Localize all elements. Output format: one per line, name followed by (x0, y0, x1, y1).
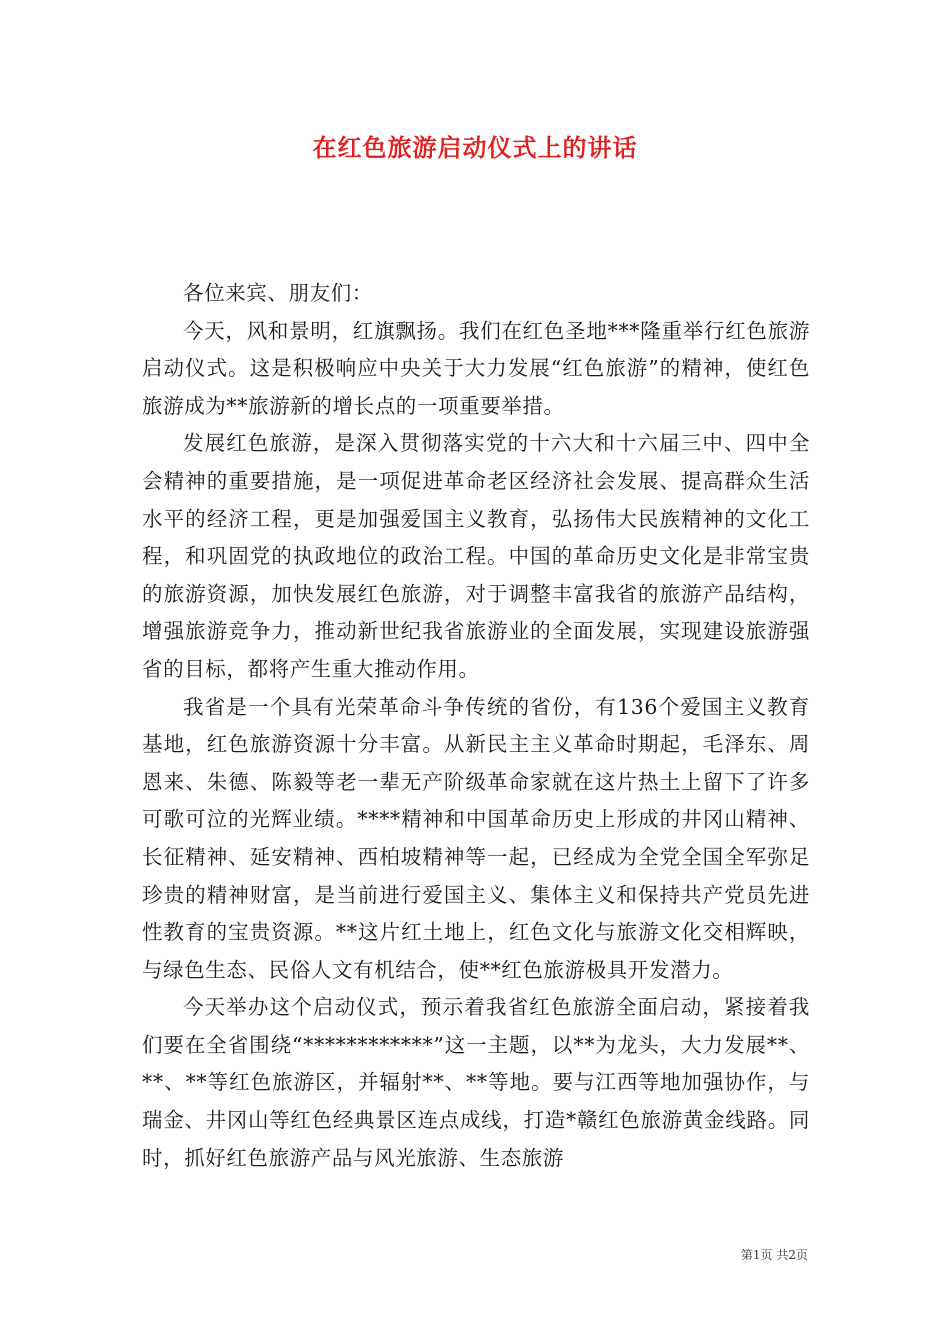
paragraph-3: 我省是一个具有光荣革命斗争传统的省份，有136个爱国主义教育基地，红色旅游资源十分丰富。从新民主主义革命时期起，毛泽东、周恩来、朱德、陈毅等老一辈无产阶级革命家就在这片热土上留下了许多可歌可泣的光辉业绩。****精神和中国革命历史上形成的井冈山精神、长征精神、延安精神、西柏坡精神等一起，已经成为全党全国全军弥足珍贵的精神财富，是当前进行爱国主义、集体主义和保持共产党员先进性教育的宝贵资源。**这片红土地上，红色文化与旅游文化交相辉映，与绿色生态、民俗人文有机结合，使**红色旅游极具开发潜力。 (142, 694, 810, 982)
paragraph-2: 发展红色旅游，是深入贯彻落实党的十六大和十六届三中、四中全会精神的重要措施，是一项促进革命老区经济社会发展、提高群众生活水平的经济工程，更是加强爱国主义教育，弘扬伟大民族精神的文化工程，和巩固党的执政地位的政治工程。中国的革命历史文化是非常宝贵的旅游资源，加快发展红色旅游，对于调整丰富我省的旅游产品结构，增强旅游竞争力，推动新世纪我省旅游业的全面发展，实现建设旅游强省的目标，都将产生重大推动作用。 (142, 431, 810, 681)
greeting: 各位来宾、朋友们： (183, 281, 373, 305)
document-body (142, 275, 810, 1177)
paragraph-1: 今天，风和景明，红旗飘扬。我们在红色圣地***隆重举行红色旅游启动仪式。这是积极响应中央关于大力发展“红色旅游”的精神，使红色旅游成为**旅游新的增长点的一项重要举措。 (142, 318, 810, 418)
paragraph-4: 今天举办这个启动仪式，预示着我省红色旅游全面启动，紧接着我们要在全省围绕“************”这一主题，以**为龙头，大力发展**、**、**等红色旅游区，并辐射**、**等地。要与江西等地加强协作，与瑞金、井冈山等红色经典景区连点成线，打造*赣红色旅游黄金线路。同时，抓好红色旅游产品与风光旅游、生态旅游 (142, 995, 810, 1170)
page-number: 第1页 共2页 (740, 1248, 808, 1262)
document-title: 在红色旅游启动仪式上的讲话 (312, 133, 638, 162)
